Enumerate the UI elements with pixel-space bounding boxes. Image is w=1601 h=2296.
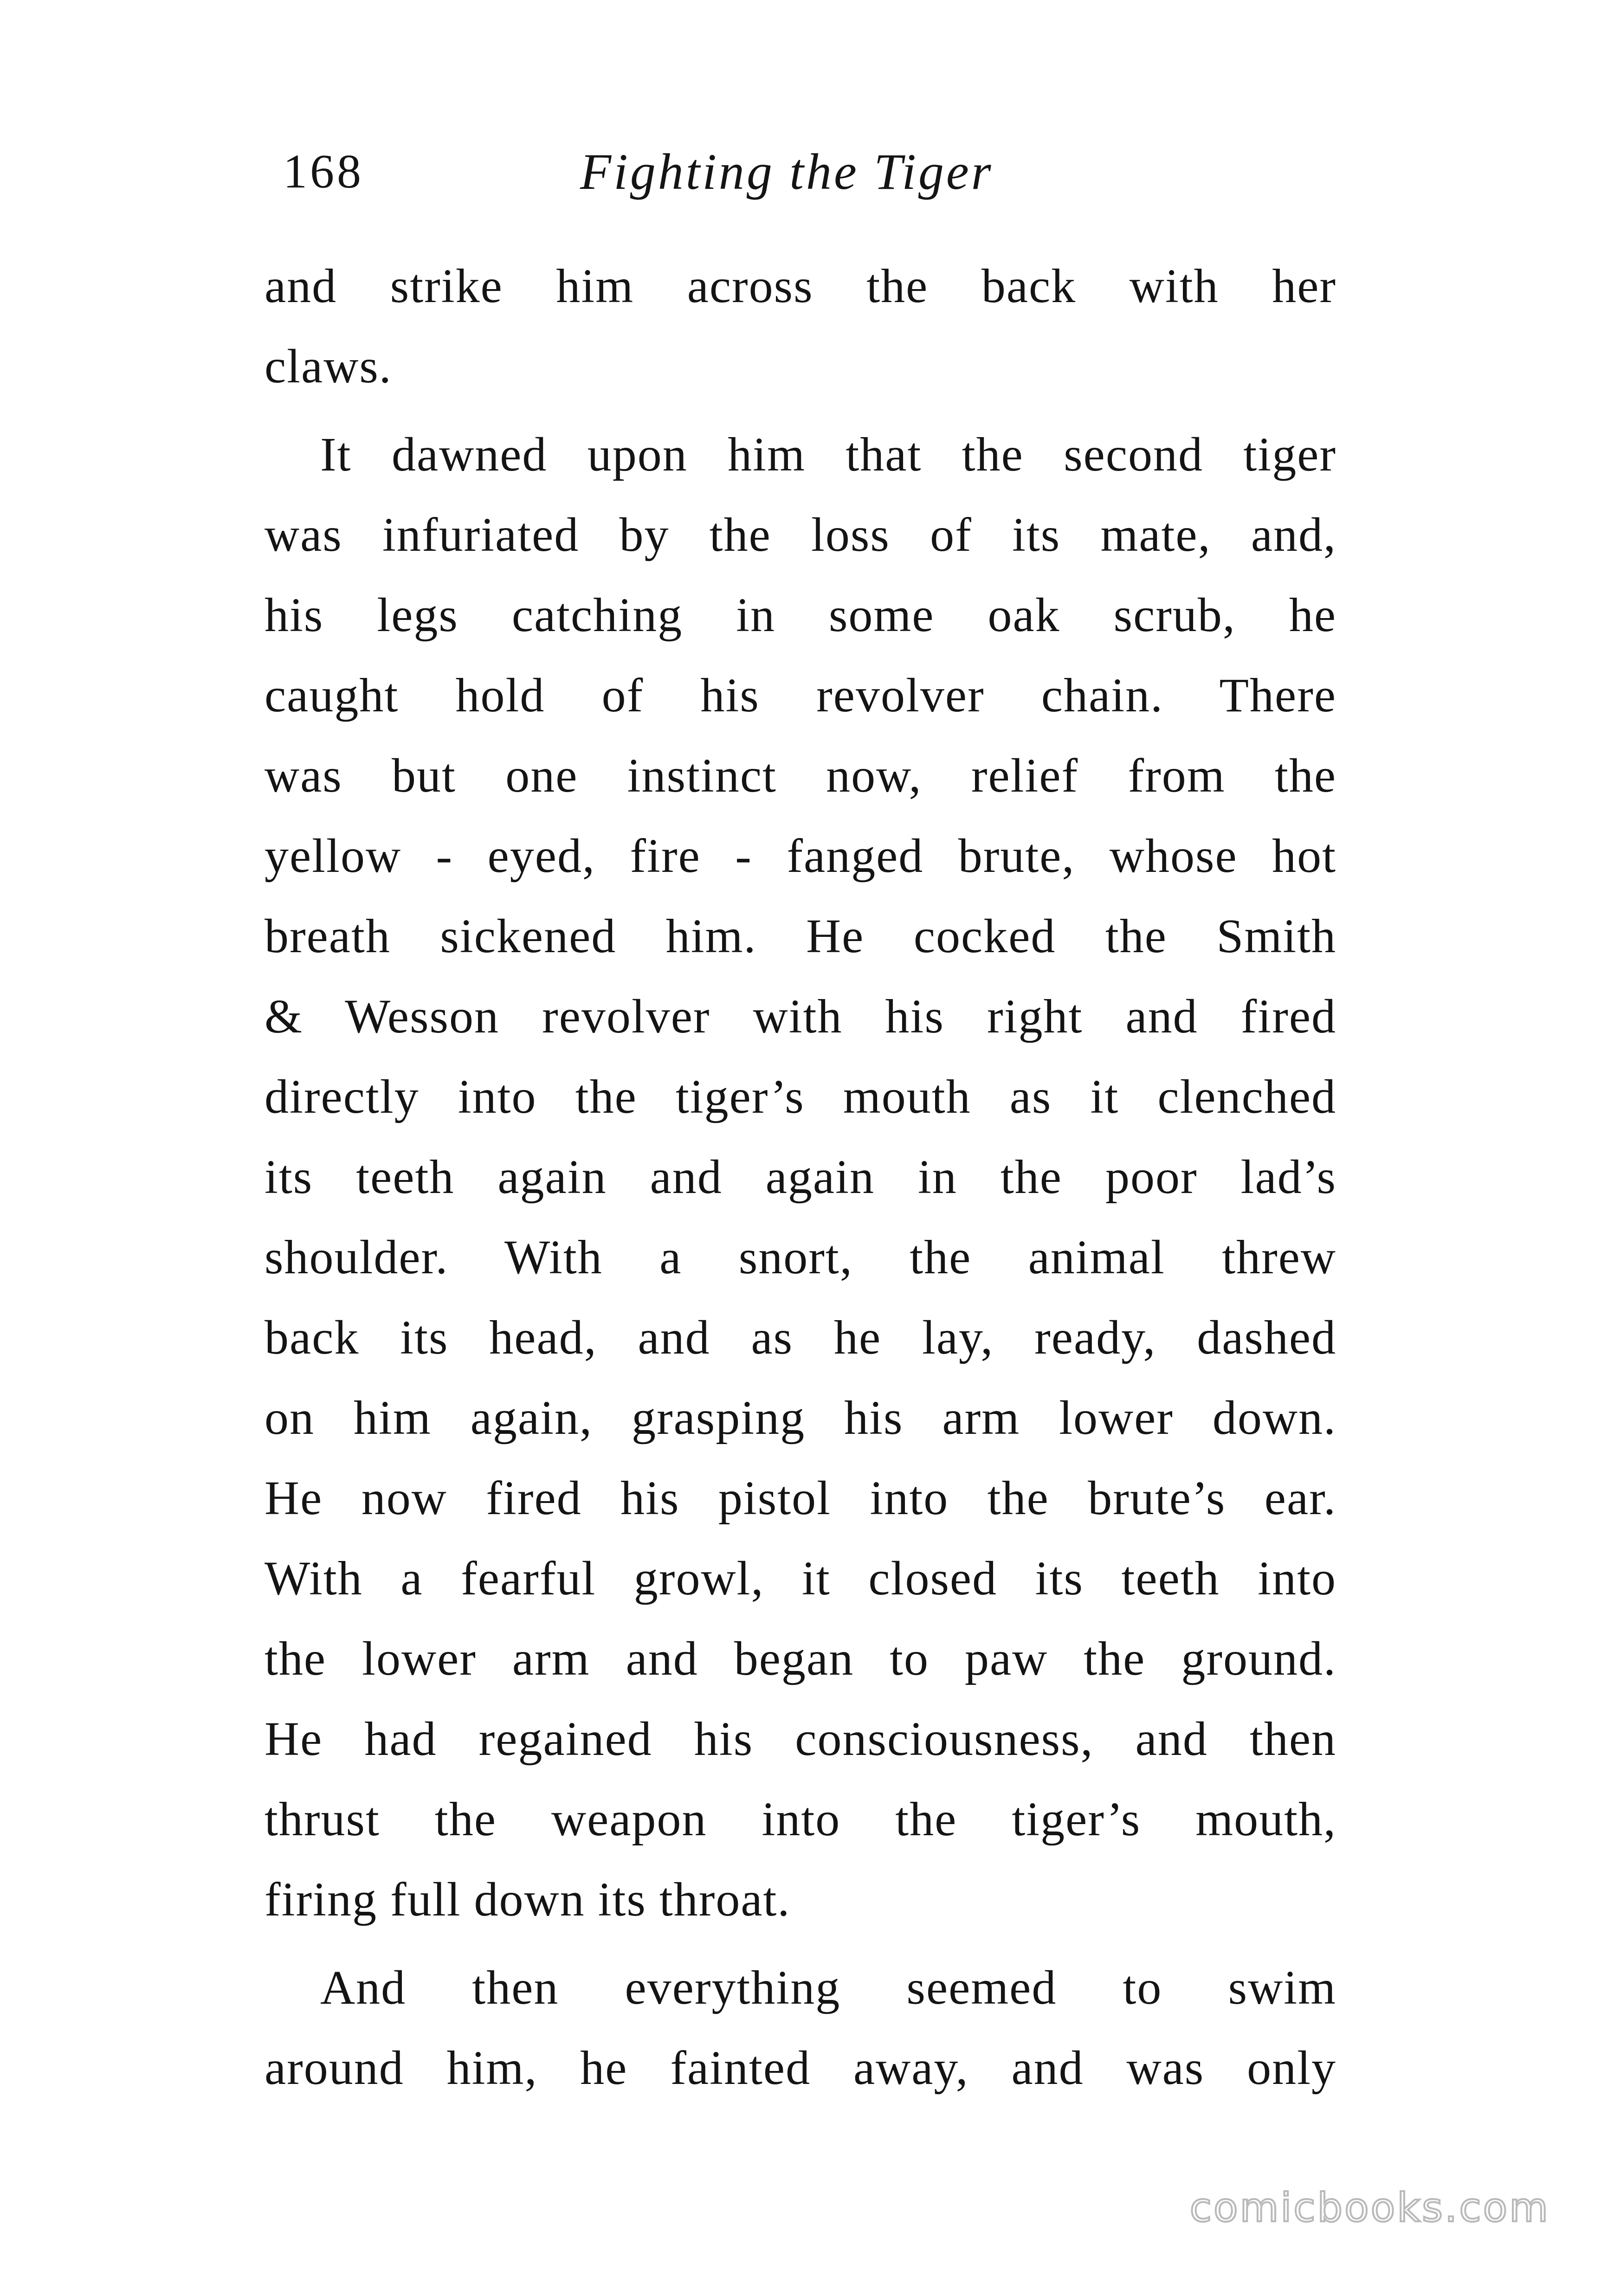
- text-line: directly into the tiger’s mouth as it clenched: [265, 1070, 1336, 1123]
- text-line: his legs catching in some oak scrub, he: [265, 588, 1336, 642]
- text-line: And then everything seemed to swim: [320, 1961, 1336, 2014]
- text-line: yellow - eyed, fire - fanged brute, whose hot: [265, 829, 1336, 883]
- text-line: on him again, grasping his arm lower down.: [265, 1391, 1336, 1445]
- text-line: back its head, and as he lay, ready, dashed: [265, 1311, 1336, 1364]
- page-header: [283, 139, 1350, 209]
- text-line: firing full down its throat.: [265, 1873, 791, 1926]
- text-line: He now fired his pistol into the brute’s ear.: [265, 1471, 1336, 1525]
- text-line: its teeth again and again in the poor lad’s: [265, 1150, 1336, 1204]
- running-title: Fighting the Tiger: [580, 143, 994, 200]
- text-line: With a fearful growl, it closed its teeth into: [265, 1552, 1336, 1605]
- text-line: breath sickened him. He cocked the Smith: [265, 909, 1336, 963]
- text-line: thrust the weapon into the tiger’s mouth,: [265, 1793, 1336, 1846]
- text-line: was but one instinct now, relief from the: [265, 749, 1336, 802]
- text-line: He had regained his consciousness, and then: [265, 1712, 1336, 1766]
- watermark-text: comicbooks.com: [1189, 2185, 1550, 2231]
- text-line: was infuriated by the loss of its mate, and,: [265, 508, 1336, 561]
- text-line: claws.: [265, 340, 392, 393]
- text-line: and strike him across the back with her: [265, 259, 1336, 313]
- text-line: the lower arm and began to paw the ground.: [265, 1632, 1336, 1685]
- body-text: [265, 246, 1336, 2108]
- text-line: around him, he fainted away, and was only: [265, 2041, 1336, 2095]
- text-line: It dawned upon him that the second tiger: [320, 428, 1336, 481]
- page-number: 168: [283, 145, 364, 198]
- text-line: shoulder. With a snort, the animal threw: [265, 1231, 1336, 1284]
- text-line: & Wesson revolver with his right and fired: [265, 990, 1336, 1043]
- text-line: caught hold of his revolver chain. There: [265, 669, 1336, 722]
